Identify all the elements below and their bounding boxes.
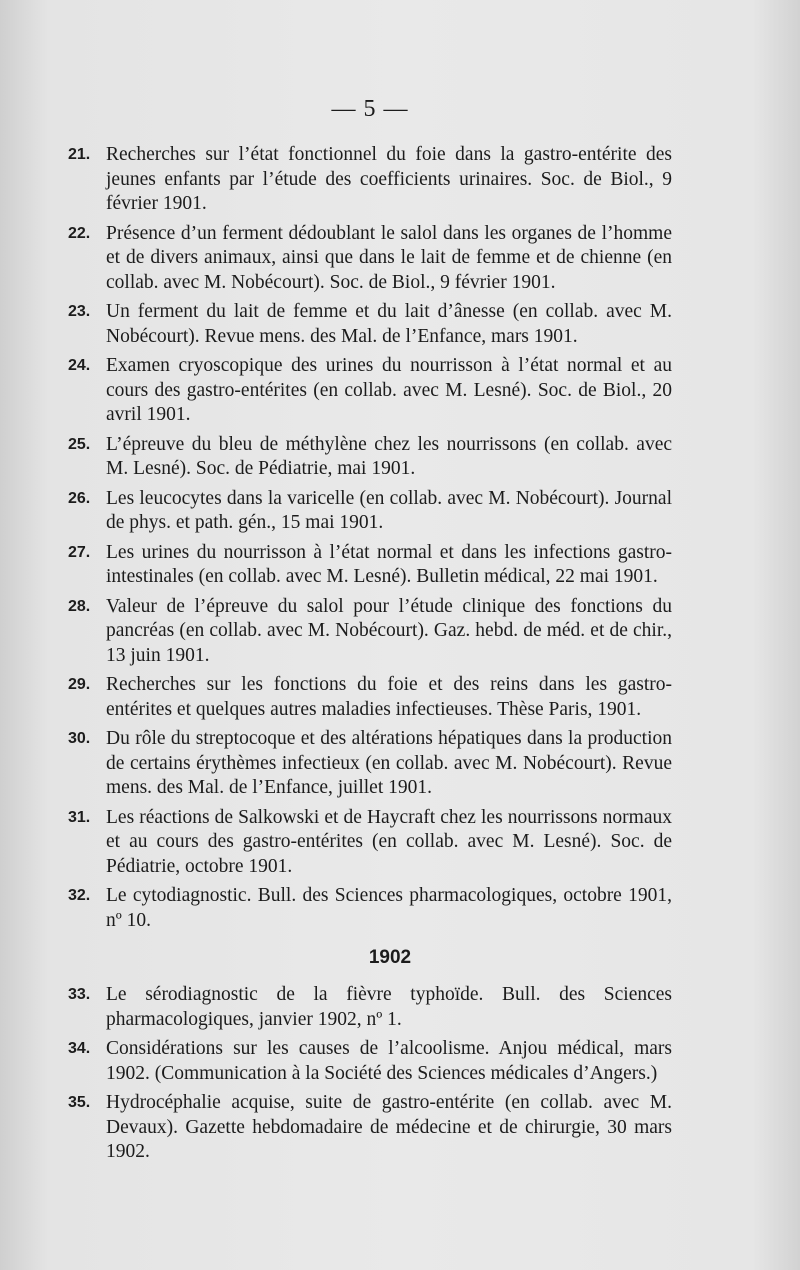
entry-text: Présence d’un ferment dédoublant le salol dans les organes de l’homme et de divers animaux, ainsi que dans le lait de femme et de chienne (en collab. avec M. Nobécourt). Soc. de Biol., 9 février 1901. xyxy=(106,222,672,293)
list-item xyxy=(68,541,672,590)
list-item xyxy=(68,884,672,933)
entry-number: 30. xyxy=(68,730,91,747)
list-item xyxy=(68,300,672,349)
entry-text: Valeur de l’épreuve du salol pour l’étude clinique des fonctions du pancréas (en collab. avec M. Nobécourt). Gaz. hebd. de méd. et de chir., 13 juin 1901. xyxy=(106,595,672,666)
list-item xyxy=(68,433,672,482)
entry-number: 24. xyxy=(68,357,91,374)
entry-text: Considérations sur les causes de l’alcoolisme. Anjou médical, mars 1902. (Communication à la Société des Sciences médicales d’Angers.) xyxy=(106,1038,672,1084)
entry-text: Le cytodiagnostic. Bull. des Sciences pharmacologiques, octobre 1901, nº 10. xyxy=(106,885,672,931)
entry-number: 27. xyxy=(68,543,91,561)
entry-text: Les urines du nourrisson à l’état normal et dans les infections gastro-intestinales (en collab. avec M. Lesné). Bulletin médical, 22 mai 1901. xyxy=(106,541,672,587)
entry-number: 28. xyxy=(68,597,91,615)
list-item xyxy=(68,806,672,880)
list-item xyxy=(68,487,672,536)
entry-number: 26. xyxy=(68,489,91,507)
entry-text: Recherches sur les fonctions du foie et des reins dans les gastro-entérites et quelques autres maladies infectieuses. Thèse Paris, 1901. xyxy=(106,674,672,720)
list-item xyxy=(68,673,672,722)
list-item xyxy=(68,595,672,669)
bibliography-list xyxy=(68,143,672,1170)
entry-text: L’épreuve du bleu de méthylène chez les nourrissons (en collab. avec M. Lesné). Soc. de Pédiatrie, mai 1901. xyxy=(106,433,672,479)
entry-number: 29. xyxy=(68,676,91,693)
entry-text: Les réactions de Salkowski et de Haycraft chez les nourrissons normaux et au cours des gastro-entérites (en collab. avec M. Lesné). Soc. de Pédiatrie, octobre 1901. xyxy=(106,806,672,877)
entry-number: 35. xyxy=(68,1094,91,1111)
entry-text: Du rôle du streptocoque et des altérations hépatiques dans la production de certains érythèmes infectieux (en collab. avec M. Nobécourt). Revue mens. des Mal. de l’Enfance, juillet 1901. xyxy=(106,728,672,798)
list-item xyxy=(68,143,672,217)
entry-number: 21. xyxy=(68,146,91,163)
entry-number: 31. xyxy=(68,808,91,826)
entry-text: Les leucocytes dans la varicelle (en collab. avec M. Nobécourt). Journal de phys. et path. gén., 15 mai 1901. xyxy=(106,487,672,533)
entry-number: 22. xyxy=(68,224,91,242)
list-item xyxy=(68,354,672,428)
entry-text: Recherches sur l’état fonctionnel du foie dans la gastro-entérite des jeunes enfants par l’étude des coefficients urinaires. Soc. de Biol., 9 février 1901. xyxy=(106,144,672,214)
list-item xyxy=(68,727,672,801)
entry-text: Examen cryoscopique des urines du nourrisson à l’état normal et au cours des gastro-entérites (en collab. avec M. Lesné). Soc. de Biol., 20 avril 1901. xyxy=(106,355,672,425)
entries-1901 xyxy=(68,143,672,933)
entry-text: Le sérodiagnostic de la fièvre typhoïde. Bull. des Sciences pharmacologiques, janvier 1902, nº 1. xyxy=(106,984,672,1030)
list-item xyxy=(68,983,672,1032)
page-number: — 5 — xyxy=(331,96,409,122)
entries-1902 xyxy=(68,983,672,1165)
list-item xyxy=(68,1037,672,1086)
list-item xyxy=(68,222,672,296)
entry-text: Un ferment du lait de femme et du lait d’ânesse (en collab. avec M. Nobécourt). Revue mens. des Mal. de l’Enfance, mars 1901. xyxy=(106,301,672,347)
year-heading: 1902 xyxy=(368,947,412,968)
entry-number: 32. xyxy=(68,887,91,904)
entry-text: Hydrocéphalie acquise, suite de gastro-entérite (en collab. avec M. Devaux). Gazette hebdomadaire de médecine et de chirurgie, 30 mars 1902. xyxy=(106,1092,672,1162)
list-item xyxy=(68,1091,672,1165)
entry-number: 23. xyxy=(68,303,91,320)
entry-number: 34. xyxy=(68,1040,91,1057)
entry-number: 25. xyxy=(68,435,91,453)
entry-number: 33. xyxy=(68,986,91,1003)
